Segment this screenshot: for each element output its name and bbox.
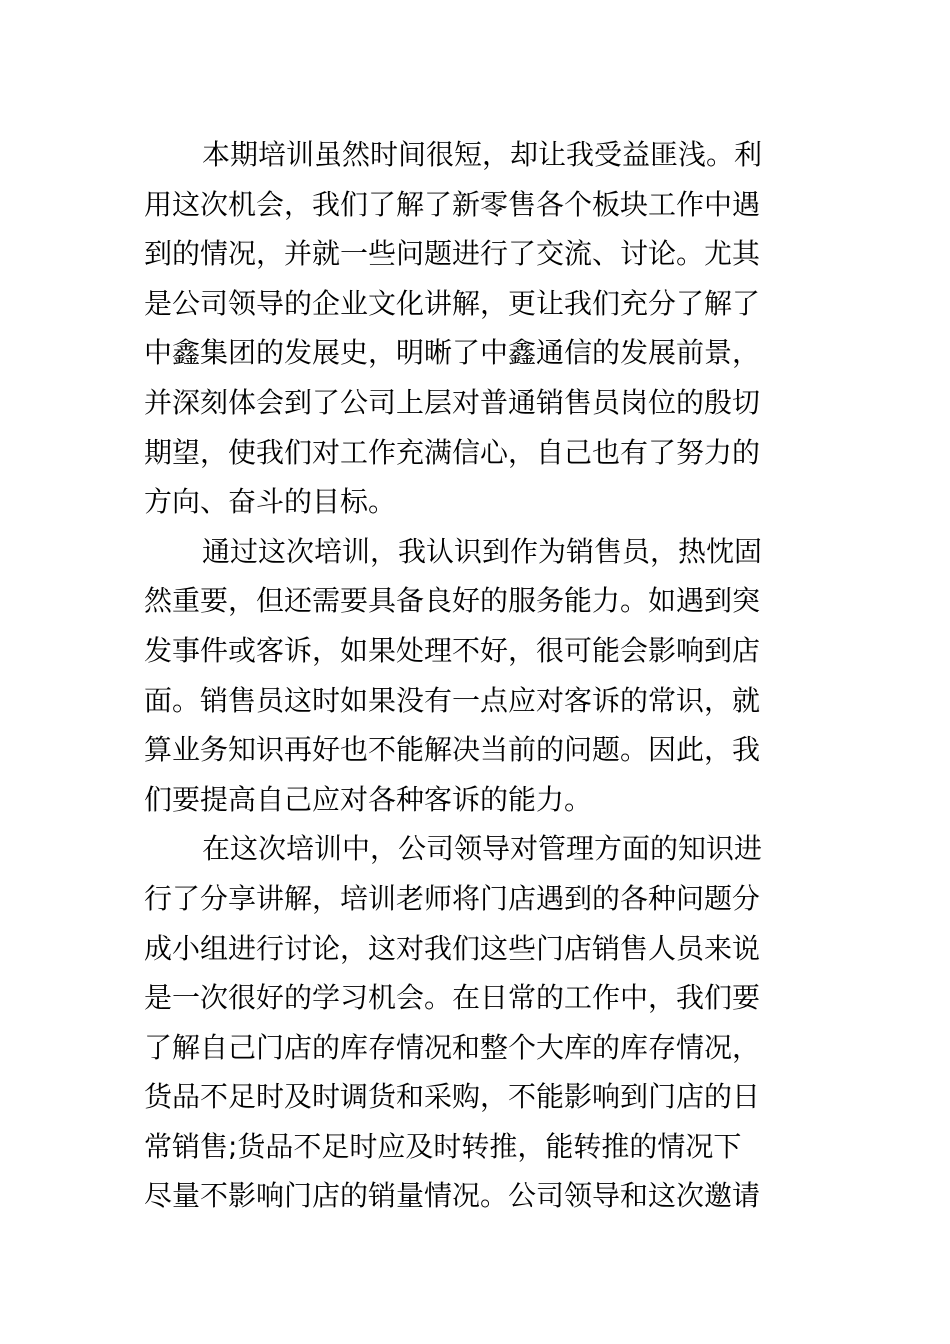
- paragraph-2: [144, 527, 792, 825]
- paragraph-line: 了解自己门店的库存情况和整个大库的库存情况，: [144, 1030, 761, 1064]
- paragraph-line: 成小组进行讨论，这对我们这些门店销售人员来说: [144, 931, 761, 965]
- paragraph-1: [144, 130, 792, 527]
- paragraph-line: 在这次培训中，公司领导对管理方面的知识进: [202, 832, 763, 866]
- paragraph-line: 然重要，但还需要具备良好的服务能力。如遇到突: [144, 584, 761, 618]
- paragraph-line: 们要提高自己应对各种客诉的能力。: [144, 782, 593, 816]
- paragraph-line: 中鑫集团的发展史，明晰了中鑫通信的发展前景，: [144, 336, 761, 370]
- paragraph-line: 算业务知识再好也不能解决当前的问题。因此，我: [144, 733, 761, 767]
- paragraph-line: 通过这次培训，我认识到作为销售员，热忱固: [202, 534, 763, 568]
- paragraph-line: 期望，使我们对工作充满信心，自己也有了努力的: [144, 435, 761, 469]
- paragraph-line: 方向、奋斗的目标。: [144, 485, 397, 519]
- paragraph-line: 是一次很好的学习机会。在日常的工作中，我们要: [144, 981, 761, 1015]
- paragraph-line: 到的情况，并就一些问题进行了交流、讨论。尤其: [144, 237, 761, 271]
- document-body: [144, 130, 792, 1221]
- paragraph-line: 本期培训虽然时间很短，却让我受益匪浅。利: [202, 138, 763, 171]
- paragraph-line: 尽量不影响门店的销量情况。公司领导和这次邀请: [144, 1179, 761, 1213]
- paragraph-line: 用这次机会，我们了解了新零售各个板块工作中遇: [144, 187, 761, 221]
- paragraph-line: 行了分享讲解，培训老师将门店遇到的各种问题分: [144, 881, 761, 915]
- paragraph-3: [144, 824, 792, 1221]
- paragraph-line: 发事件或客诉，如果处理不好，很可能会影响到店: [144, 633, 761, 667]
- paragraph-line: 货品不足时及时调货和采购，不能影响到门店的日: [144, 1080, 761, 1114]
- paragraph-line: 常销售;货品不足时应及时转推，能转推的情况下: [144, 1129, 742, 1163]
- paragraph-line: 面。销售员这时如果没有一点应对客诉的常识，就: [144, 683, 761, 717]
- paragraph-line: 是公司领导的企业文化讲解，更让我们充分了解了: [144, 286, 761, 320]
- paragraph-line: 并深刻体会到了公司上层对普通销售员岗位的殷切: [144, 385, 761, 419]
